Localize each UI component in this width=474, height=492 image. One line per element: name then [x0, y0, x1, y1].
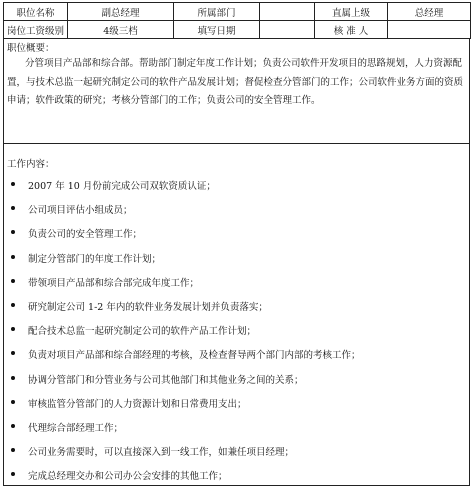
duty-text: 公司业务需要时，可以直接深入到一线工作，如兼任项目经理； [28, 447, 295, 459]
duty-list [4, 178, 469, 492]
duty-text: 代理综合部经理工作； [28, 422, 124, 434]
duty-text: 2007 年 10 月份前完成公司双软资质认证； [28, 181, 216, 192]
list-item [4, 468, 469, 492]
duty-text: 研究制定公司 1-2 年内的软件业务发展计划并负责落实； [28, 301, 268, 313]
duty-text: 审核监管分管部门的人力资源计划和日常费用支出； [28, 398, 247, 410]
header-table [3, 2, 471, 39]
header-cell: 4级三档 [68, 21, 174, 39]
overview-label: 职位概要： [7, 43, 55, 54]
list-item [4, 275, 469, 299]
header-cell [260, 3, 315, 21]
duty-text: 制定分管部门的年度工作计划； [28, 253, 162, 265]
duty-text: 公司项目评估小组成员； [28, 205, 133, 217]
bullet-icon [11, 206, 15, 210]
header-cell: 职位名称 [4, 3, 68, 21]
list-item [4, 299, 469, 323]
duty-text: 带领项目产品部和综合部完成年度工作； [28, 277, 200, 289]
header-cell [388, 21, 471, 39]
bullet-icon [11, 424, 15, 428]
duty-text: 协调分管部门和分管业务与公司其他部门和其他业务之间的关系； [28, 374, 304, 386]
bullet-icon [11, 230, 15, 234]
duty-text: 负责对项目产品部和综合部经理的考核，及检查督导两个部门内部的考核工作； [28, 350, 361, 362]
bullet-icon [11, 255, 15, 259]
list-item [4, 202, 469, 226]
bullet-icon [11, 303, 15, 307]
overview-section [3, 39, 470, 144]
header-cell: 副总经理 [68, 3, 174, 21]
list-item [4, 226, 469, 250]
duty-text: 完成总经理交办和公司办公会安排的其他工作； [28, 471, 228, 483]
bullet-icon [11, 182, 15, 186]
header-cell: 总经理 [388, 3, 471, 21]
header-cell: 所属部门 [174, 3, 260, 21]
bullet-icon [11, 448, 15, 452]
list-item [4, 251, 469, 275]
bullet-icon [11, 351, 15, 355]
work-content-label: 工作内容： [7, 159, 55, 170]
header-cell: 核 准 人 [315, 21, 388, 39]
header-row-1 [4, 3, 471, 21]
list-item [4, 178, 469, 202]
list-item [4, 323, 469, 347]
duty-text: 配合技术总监一起研究制定公司的软件产品工作计划； [28, 326, 257, 338]
header-row-2 [4, 21, 471, 39]
duty-text: 负责公司的安全管理工作； [28, 229, 143, 241]
list-item [4, 444, 469, 468]
work-content-section [3, 144, 470, 486]
bullet-icon [11, 400, 15, 404]
bullet-icon [11, 327, 15, 331]
list-item [4, 372, 469, 396]
list-item [4, 396, 469, 420]
header-cell: 岗位工资级别 [4, 21, 68, 39]
header-cell: 填写日期 [174, 21, 260, 39]
list-item [4, 420, 469, 444]
header-cell [260, 21, 315, 39]
header-cell: 直属上级 [315, 3, 388, 21]
bullet-icon [11, 376, 15, 380]
bullet-icon [11, 279, 15, 283]
list-item [4, 347, 469, 371]
bullet-icon [11, 472, 15, 476]
overview-text: 分管项目产品部和综合部。帮助部门制定年度工作计划；负责公司软件开发项目的思路规划，人力资源配置，与技术总监一起研究制定公司的软件产品发展计划；督促检查分管部门的工作；公司软件业务方面的资质申请；软件政策的研究；考核分管部门的工作；负责公司的安全管理工作。 [7, 58, 464, 106]
